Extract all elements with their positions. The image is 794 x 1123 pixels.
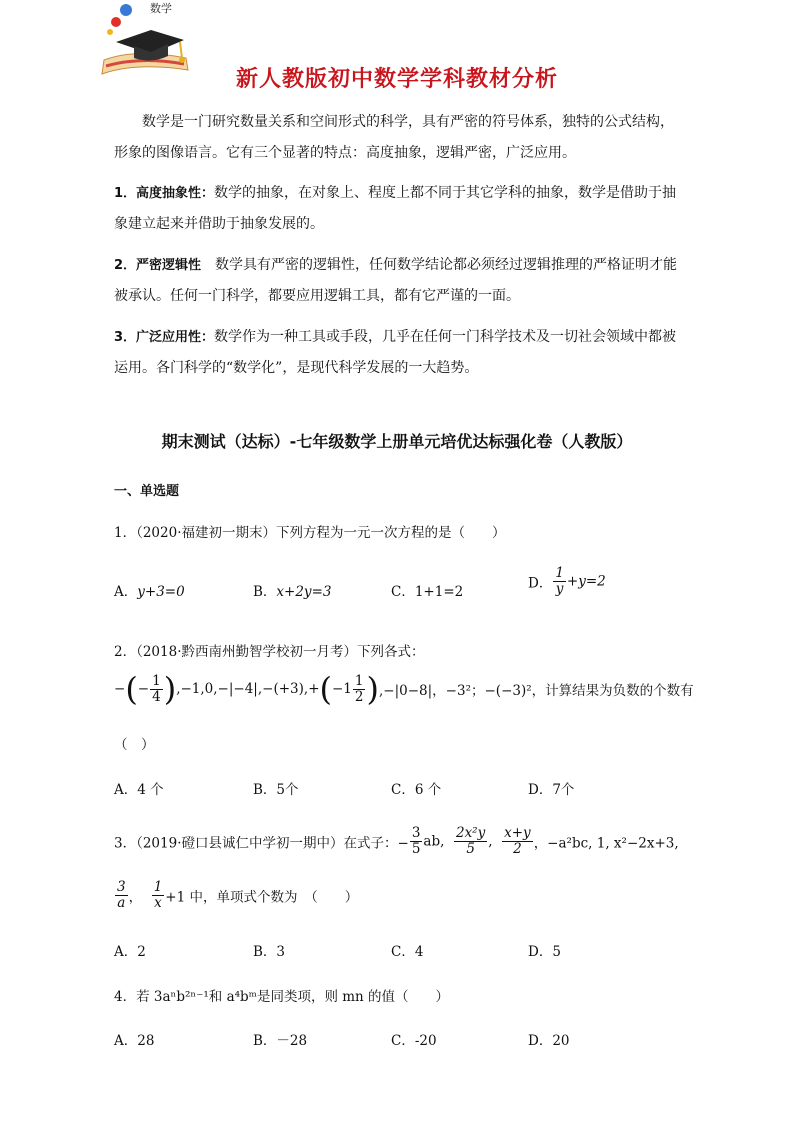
q2-option-c: C．6 个 xyxy=(391,782,442,798)
q4-option-a: A．28 xyxy=(114,1033,155,1049)
page-title: 新人教版初中数学学科教材分析 xyxy=(235,67,558,92)
q4-option-d: D．20 xyxy=(528,1033,570,1049)
question-3-stem: 3．（2019·磴口县诚仁中学初一期中）在式子：− $\frac{3}{5}$ ab, $\frac{\text{2x²y}}{5}$ , $\frac{x+y}{2}$ ，−a²bc, 1, x²−2x+3, xyxy=(114,825,679,857)
q2-option-d: D．7个 xyxy=(528,782,575,798)
point-label: 1．高度抽象性： xyxy=(114,186,215,201)
question-2-paren: （ ） xyxy=(114,737,155,753)
section-title: 一、单选题 xyxy=(114,484,180,499)
q4-option-b: B．－28 xyxy=(253,1033,308,1049)
intro-paragraph: 数学是一门研究数量关系和空间形式的科学，具有严密的符号体系，独特的公式结构，形象的图像语言。它有三个显著的特点：高度抽象，逻辑严密，广泛应用。 xyxy=(114,114,674,161)
question-3-stem-cont: $\frac{3}{a}$ ， $\frac{1}{x}$ +1 中，单项式个数为 （ ） xyxy=(117,879,359,911)
point-application xyxy=(114,322,684,384)
q3-option-c: C．4 xyxy=(391,944,424,960)
question-2-stem: 2．（2018·黔西南州勤智学校初一月考）下列各式： xyxy=(114,644,425,660)
q1-option-c: C．1+1=2 xyxy=(391,584,464,600)
question-2-expression: −(− $\frac{1}{4}$ ),−1,0,−|−4|,−(+3),+(−1 $\frac{1}{2}$ ),−|0−8|，−3²；−(−3)²，计算结果为负数的个数有 xyxy=(114,670,694,708)
point-label: 3．广泛应用性： xyxy=(114,330,215,345)
point-text: 数学具有严密的逻辑性，任何数学结论都必须经过逻辑推理的严格证明才能被承认。任何一门科学，都要应用逻辑工具，都有它严谨的一面。 xyxy=(114,257,678,304)
q3-option-d: D．5 xyxy=(528,944,561,960)
logo-label: 数学 xyxy=(150,2,172,15)
point-label: 2．严密逻辑性 xyxy=(114,258,202,273)
point-text: 数学作为一种工具或手段，几乎在任何一门科学技术及一切社会领域中都被运用。各门科学的“数学化”，是现代科学发展的一大趋势。 xyxy=(114,329,677,376)
question-4-stem: 4．若 3aⁿb²ⁿ⁻¹和 a⁴bᵐ是同类项，则 mn 的值（ ） xyxy=(114,989,450,1005)
q2-option-b: B．5个 xyxy=(253,782,299,798)
q1-option-d: D． $\frac{1}{y}$ +y=2 xyxy=(528,565,606,597)
q2-option-a: A．4 个 xyxy=(114,782,164,798)
q1-option-b: B．x+2y=3 xyxy=(253,584,332,600)
q3-option-b: B．3 xyxy=(253,944,286,960)
question-1-stem: 1．（2020·福建初一期末）下列方程为一元一次方程的是（ ） xyxy=(114,525,506,541)
point-logic xyxy=(114,250,684,312)
q3-option-a: A．2 xyxy=(114,944,146,960)
q4-option-c: C．-20 xyxy=(391,1033,437,1049)
q1-option-a: A．y+3=0 xyxy=(114,584,185,600)
point-text: 数学的抽象，在对象上、程度上都不同于其它学科的抽象，数学是借助于抽象建立起来并借助于抽象发展的。 xyxy=(114,185,677,232)
exam-title: 期末测试（达标）-七年级数学上册单元培优达标强化卷（人教版） xyxy=(161,432,633,451)
point-abstract xyxy=(114,178,684,240)
